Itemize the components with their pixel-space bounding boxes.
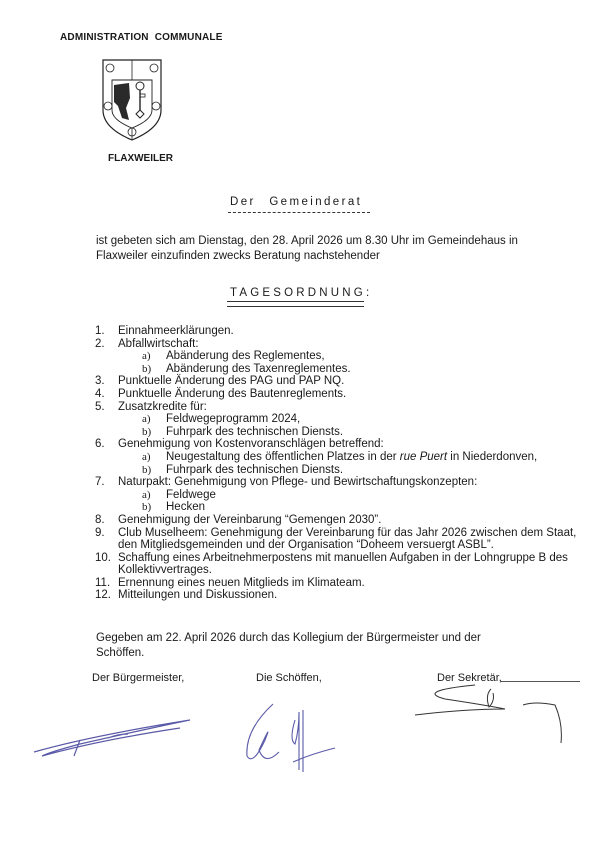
agenda-subitem-letter: b): [142, 463, 152, 476]
agenda-item: [95, 552, 585, 577]
mayor-signature-label: Der Bürgermeister,: [92, 672, 185, 684]
agenda-item: [95, 325, 585, 338]
agenda-item-text: Mitteilungen und Diskussionen.: [118, 589, 278, 602]
agenda-item-text: Abfallwirtschaft:: [118, 337, 199, 350]
agenda-item: [95, 514, 585, 527]
agenda-list: [95, 325, 585, 602]
administration-heading: ADMINISTRATION COMMUNALE: [60, 32, 223, 43]
agenda-item-number: 11.: [95, 576, 111, 589]
agenda-subitem: [95, 363, 585, 376]
agenda-subitem-letter: b): [142, 425, 152, 438]
agenda-item-text: Club Muselheem: Genehmigung der Vereinbarung für das Jahr 2026 zwischen dem Staat, den Mitgliedsgemeinden und der Organisation “Doheem versuergt ASBL”.: [118, 526, 577, 552]
aldermen-signature-label: Die Schöffen,: [256, 672, 322, 684]
agenda-item: [95, 438, 585, 451]
agenda-subitem-text: Fuhrpark des technischen Diensts.: [166, 463, 344, 476]
agenda-subitem-text: Neugestaltung des öffentlichen Platzes in der rue Puert in Niederdonven,: [166, 450, 538, 463]
agenda-item: [95, 527, 585, 552]
agenda-item-text: Punktuelle Änderung des Bautenreglements.: [118, 387, 347, 400]
agenda-subitem-text: Feldwegeprogramm 2024,: [166, 413, 301, 426]
agenda-subitem-letter: a): [142, 450, 151, 463]
invitation-text: ist gebeten sich am Dienstag, den 28. April 2026 um 8.30 Uhr im Gemeindehaus in Flaxweiler einzufinden zwecks Beratung nachstehender: [96, 235, 518, 262]
street-name: rue Puert: [399, 450, 448, 463]
agenda-item-text: Genehmigung von Kostenvoranschlägen betreffend:: [118, 438, 384, 451]
agenda-subitem-letter: b): [142, 362, 152, 375]
agenda-item-text: Schaffung eines Arbeitnehmerpostens mit manuellen Aufgaben in der Lohngruppe B des Kollektivvertrages.: [118, 551, 568, 577]
council-title: Der Gemeinderat: [230, 196, 363, 208]
agenda-subitem: [95, 464, 585, 477]
secretary-signature: [405, 683, 565, 753]
agenda-item-number: 6.: [95, 438, 105, 451]
agenda-item: [95, 388, 585, 401]
agenda-item-number: 8.: [95, 513, 105, 526]
agenda-subitem-letter: a): [142, 413, 151, 426]
agenda-item-number: 1.: [95, 325, 105, 337]
agenda-item: [95, 375, 585, 388]
agenda-subitem-text: Hecken: [166, 501, 205, 514]
agenda-item-number: 12.: [95, 589, 111, 602]
agenda-title-underline: [227, 301, 364, 307]
agenda-item: [95, 589, 585, 602]
agenda-subitem: [95, 426, 585, 439]
agenda-subitem: [95, 413, 585, 426]
agenda-item-text: Naturpakt: Genehmigung von Pflege- und Bewirtschaftungskonzepten:: [118, 476, 478, 489]
agenda-subitem-text: Feldwege: [166, 488, 216, 501]
agenda-subitem-text: Abänderung des Reglementes,: [166, 350, 325, 363]
closing-statement: Gegeben am 22. April 2026 durch das Kollegium der Bürgermeister und der Schöffen.: [96, 632, 481, 659]
council-title-underline: [228, 212, 370, 213]
agenda-item: [95, 476, 585, 489]
agenda-title: TAGESORDNUNG:: [230, 287, 373, 299]
secretary-signature-line: [500, 681, 580, 682]
agenda-item-number: 5.: [95, 400, 105, 413]
agenda-item-text: Zusatzkredite für:: [118, 400, 207, 413]
agenda-item-text: Einnahmeerklärungen.: [118, 325, 234, 337]
agenda-item-number: 3.: [95, 375, 105, 388]
agenda-item: [95, 401, 585, 414]
coat-of-arms-icon: [100, 58, 164, 142]
agenda-item: [95, 338, 585, 351]
agenda-subitem-text: Abänderung des Taxenreglementes.: [166, 362, 351, 375]
agenda-item-text: Genehmigung der Vereinbarung “Gemengen 2030”.: [118, 513, 382, 526]
agenda-subitem-letter: a): [142, 488, 151, 501]
agenda-item-number: 9.: [95, 526, 105, 539]
agenda-item-number: 2.: [95, 337, 105, 350]
agenda-item-number: 7.: [95, 476, 105, 489]
agenda-item-number: 4.: [95, 387, 105, 400]
agenda-subitem: [95, 451, 585, 464]
agenda-subitem: [95, 489, 585, 502]
agenda-subitem: [95, 350, 585, 363]
agenda-item: [95, 577, 585, 590]
agenda-item-text: Punktuelle Änderung des PAG und PAP NQ.: [118, 375, 345, 388]
mayor-signature: [30, 700, 210, 760]
agenda-subitem: [95, 501, 585, 514]
agenda-subitem-letter: b): [142, 501, 152, 514]
aldermen-signature: [235, 700, 335, 780]
secretary-signature-label: Der Sekretär,: [437, 672, 502, 684]
agenda-item-number: 10.: [95, 551, 111, 564]
agenda-subitem-letter: a): [142, 350, 151, 363]
agenda-item-text: Ernennung eines neuen Mitglieds im Klimateam.: [118, 576, 365, 589]
agenda-subitem-text: Fuhrpark des technischen Diensts.: [166, 425, 344, 438]
town-name: FLAXWEILER: [108, 153, 173, 164]
